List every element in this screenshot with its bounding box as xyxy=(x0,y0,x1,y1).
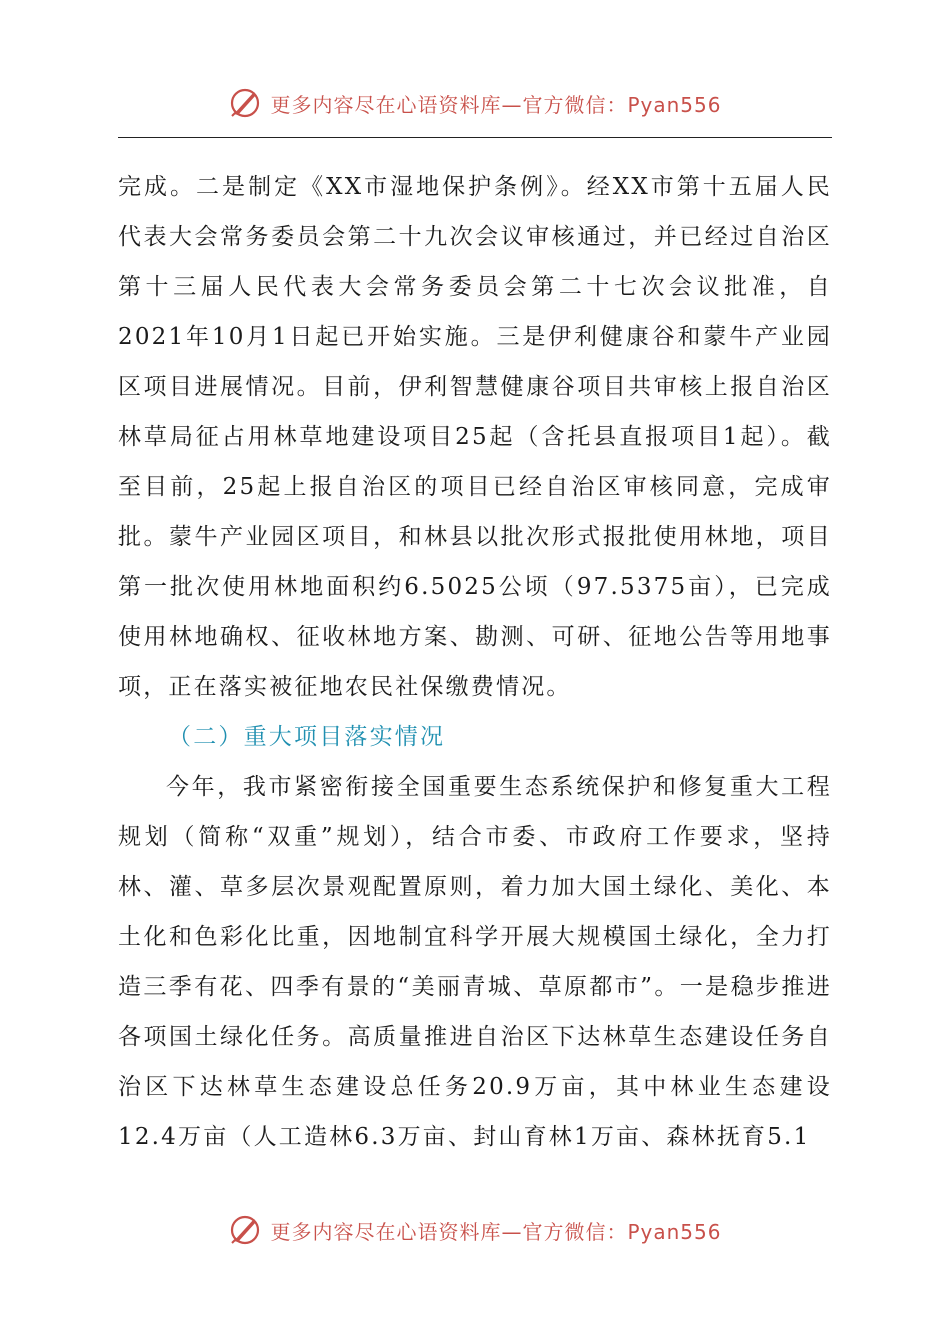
paragraph-2: 今年，我市紧密衔接全国重要生态系统保护和修复重大工程规划（简称“双重”规划），结合市委、市政府工作要求，坚持林、灌、草多层次景观配置原则，着力加大国土绿化、美化、本土化和色彩化比重，因地制宜科学开展大规模国土绿化，全力打造三季有花、四季有景的“美丽青城、草原都市”。一是稳步推进各项国土绿化任务。高质量推进自治区下达林草生态建设任务自治区下达林草生态建设总任务20.9万亩，其中林业生态建设12.4万亩（人工造林6.3万亩、封山育林1万亩、森林抚育5.1 xyxy=(118,774,832,1150)
document-body xyxy=(118,162,832,1162)
quill-pen-logo-icon xyxy=(228,86,262,120)
quill-pen-logo-icon xyxy=(228,1213,262,1247)
banner-text: 更多内容尽在心语资料库—官方微信：Pyan556 xyxy=(270,92,722,117)
footer-banner xyxy=(0,1210,950,1250)
paragraph-1: 完成。二是制定《XX市湿地保护条例》。经XX市第十五届人民代表大会常务委员会第二十九次会议审核通过，并已经过自治区第十三届人民代表大会常务委员会第二十七次会议批准，自2021年10月1日起已开始实施。三是伊利健康谷和蒙牛产业园区项目进展情况。目前，伊利智慧健康谷项目共审核上报自治区林草局征占用林草地建设项目25起（含托县直报项目1起）。截至目前，25起上报自治区的项目已经自治区审核同意，完成审批。蒙牛产业园区项目，和林县以批次形式报批使用林地，项目第一批次使用林地面积约6.5025公顷（97.5375亩），已完成使用林地确权、征收林地方案、勘测、可研、征地公告等用地事项，正在落实被征地农民社保缴费情况。 xyxy=(118,174,832,700)
section-heading: （二）重大项目落实情况 xyxy=(168,724,446,750)
banner-text: 更多内容尽在心语资料库—官方微信：Pyan556 xyxy=(270,1219,722,1244)
header-divider xyxy=(118,137,832,138)
header-banner xyxy=(0,83,950,123)
